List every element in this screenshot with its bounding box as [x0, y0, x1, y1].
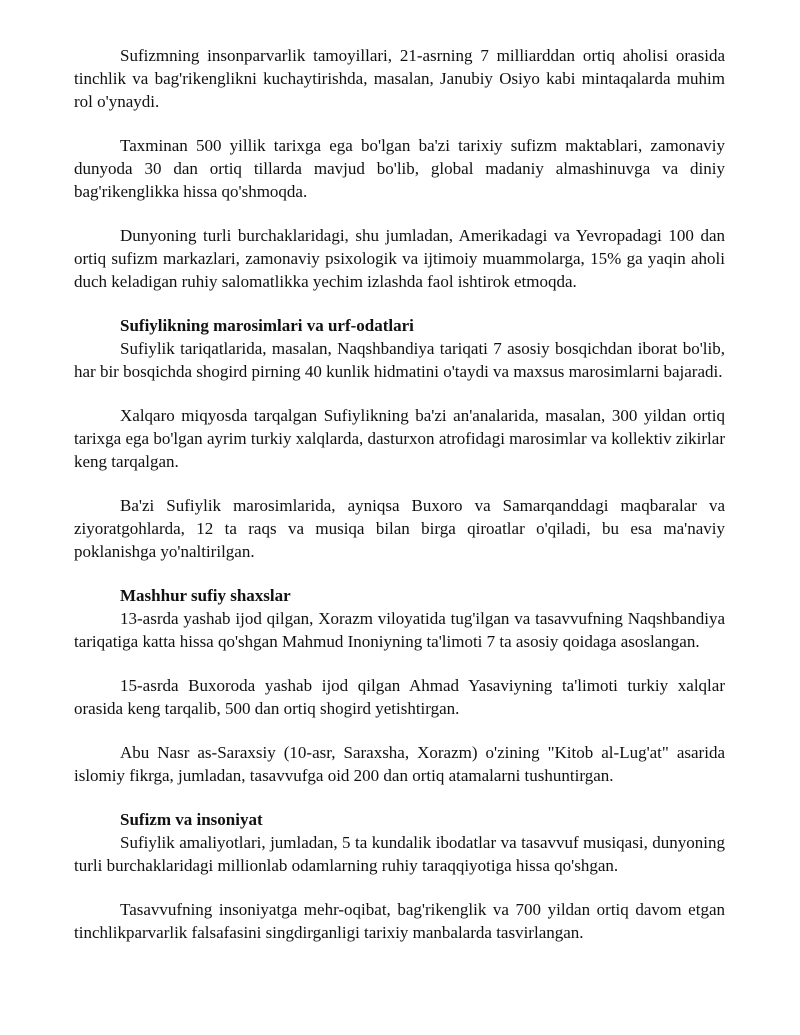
section-heading-humanity: Sufizm va insoniyat — [120, 810, 263, 829]
paragraph-rituals-2: Xalqaro miqyosda tarqalgan Sufiylikning ba'zi an'analarida, masalan, 300 yildan ortiq tarixga ega bo'lgan ayrim turkiy xalqlarda, dasturxon atrofidagi marosimlar va kollektiv zikirlar keng tarqalgan. — [74, 406, 725, 471]
paragraph-humanity-1: Sufiylik amaliyotlari, jumladan, 5 ta kundalik ibodatlar va tasavvuf musiqasi, dunyoning turli burchaklaridagi millionlab odamlarning ruhiy taraqqiyotiga hissa qo'shgan. — [74, 833, 725, 875]
paragraph-intro-2: Taxminan 500 yillik tarixga ega bo'lgan ba'zi tarixiy sufizm maktablari, zamonaviy dunyoda 30 dan ortiq tillarda mavjud bo'lib, global madaniy almashinuvga va diniy bag'rikenglikka hissa qo'shmoqda. — [74, 136, 725, 201]
section-heading-figures: Mashhur sufiy shaxslar — [120, 586, 291, 605]
paragraph-figures-2: 15-asrda Buxoroda yashab ijod qilgan Ahmad Yasaviyning ta'limoti turkiy xalqlar orasida keng tarqalib, 500 dan ortiq shogird yetishtirgan. — [74, 676, 725, 718]
paragraph-figures-1: 13-asrda yashab ijod qilgan, Xorazm viloyatida tug'ilgan va tasavvufning Naqshbandiya tariqatiga katta hissa qo'shgan Mahmud Inoniyning ta'limoti 7 ta asosiy qoidaga asoslangan. — [74, 609, 725, 651]
paragraph-intro-1: Sufizmning insonparvarlik tamoyillari, 21-asrning 7 milliarddan ortiq aholisi orasida tinchlik va bag'rikenglikni kuchaytirishda, masalan, Janubiy Osiyo kabi mintaqalarda muhim rol o'ynaydi. — [74, 46, 725, 111]
paragraph-intro-3: Dunyoning turli burchaklaridagi, shu jumladan, Amerikadagi va Yevropadagi 100 dan ortiq sufizm markazlari, zamonaviy psixologik va ijtimoiy muammolarga, 15% ga yaqin aholi duch keladigan ruhiy salomatlikka yechim izlashda faol ishtirok etmoqda. — [74, 226, 725, 291]
paragraph-figures-3: Abu Nasr as-Saraxsiy (10-asr, Saraxsha, Xorazm) o'zining "Kitob al-Lug'at" asarida islomiy fikrga, jumladan, tasavvufga oid 200 dan ortiq atamalarni tushuntirgan. — [74, 743, 725, 785]
paragraph-rituals-3: Ba'zi Sufiylik marosimlarida, ayniqsa Buxoro va Samarqanddagi maqbaralar va ziyoratgohlarda, 12 ta raqs va musiqa bilan birga qiroatlar o'qiladi, bu esa ma'naviy poklanishga yo'naltirilgan. — [74, 496, 725, 561]
paragraph-humanity-2: Tasavvufning insoniyatga mehr-oqibat, bag'rikenglik va 700 yildan ortiq davom etgan tinchlikparvarlik falsafasini singdirganligi tarixiy manbalarda tasvirlangan. — [74, 900, 725, 942]
paragraph-rituals-1: Sufiylik tariqatlarida, masalan, Naqshbandiya tariqati 7 asosiy bosqichdan iborat bo'lib, har bir bosqichda shogird pirning 40 kunlik hidmatini o'taydi va maxsus marosimlarni bajaradi. — [74, 339, 725, 381]
section-heading-rituals: Sufiylikning marosimlari va urf-odatlari — [120, 316, 414, 335]
document-page — [74, 44, 725, 965]
